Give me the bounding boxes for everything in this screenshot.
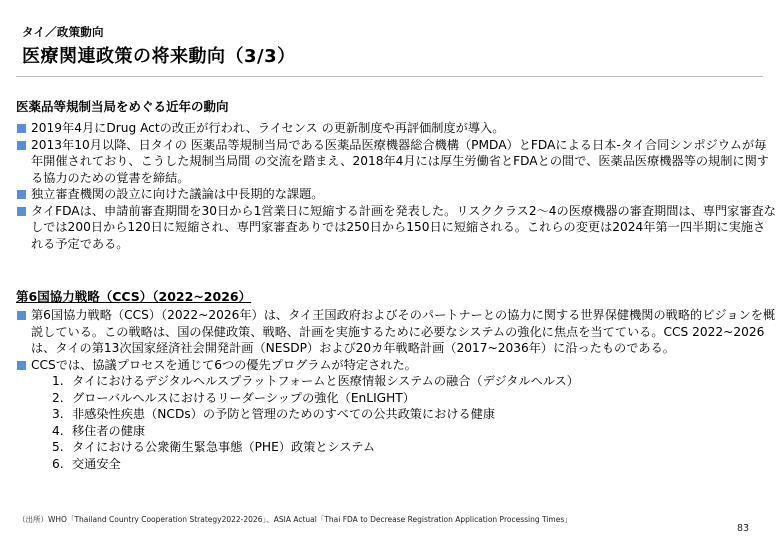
- program-text: 交通安全: [72, 456, 121, 471]
- bullet-text: タイFDAは、申請前審査期間を30日から1営業日に短縮する計画を発表した。リスククラス2～4の医療機器の審査期間は、専門家審査なしでは200日から120日に短縮され、専門家審査ありでは250日から150日に短縮される。これらの変更は2024年第一四半期に実施される予定である。: [31, 203, 776, 251]
- priority-program-list: [16, 373, 776, 472]
- program-item: [16, 373, 776, 390]
- program-item: [16, 456, 776, 473]
- bullet-text: 2019年4月にDrug Actの改正が行われ、ライセンス の更新制度や再評価制度が導入。: [31, 121, 505, 135]
- program-number: 3.: [52, 407, 64, 421]
- section-heading-ccs: 第6国協力戦略（CCS）（2022~2026）: [16, 289, 252, 304]
- list-item: [16, 203, 776, 253]
- program-text: 移住者の健康: [72, 423, 146, 438]
- program-text: タイにおけるデジタルヘルスプラットフォームと医療情報システムの融合（デジタルヘルス）: [72, 374, 579, 388]
- square-bullet-icon: [17, 311, 26, 320]
- bullet-text: CCSでは、協議プロセスを通じて6つの優先プログラムが特定された。: [31, 357, 417, 372]
- breadcrumb: タイ／政策動向: [22, 25, 104, 39]
- source-footnote: （出所）WHO「Thailand Country Cooperation Strategy2022-2026」、ASIA Actual「Thai FDA to Decrease Registration Application Processing Times」: [18, 515, 572, 524]
- bullet-text: 2013年10月以降、日タイの 医薬品等規制当局である医薬品医療機器総合機構（PMDA）とFDAによる日本-タイ合同シンポジウムが毎年開催されており、こうした規制当局間 の交流を踏まえ、2018年4月には厚生労働省とFDAとの間で、医薬品医療機器等の規制に関する協力のための覚書を締結。: [31, 137, 769, 185]
- page-number: 83: [737, 523, 750, 534]
- bullet-text: 独立審査機関の設立に向けた議論は中長期的な課題。: [31, 187, 324, 201]
- program-number: 5.: [52, 440, 64, 454]
- program-number: 6.: [52, 456, 64, 471]
- regulatory-bullet-list: [16, 120, 776, 252]
- program-item: [16, 406, 776, 423]
- square-bullet-icon: [17, 190, 26, 199]
- program-number: 4.: [52, 423, 64, 438]
- list-item: [16, 357, 776, 374]
- program-item: [16, 390, 776, 407]
- page-title: 医療関連政策の将来動向（3/3）: [22, 46, 296, 67]
- section-heading-regulatory: 医薬品等規制当局をめぐる近年の動向: [16, 99, 229, 114]
- title-divider: [16, 76, 763, 77]
- bullet-text: 第6国協力戦略（CCS）（2022~2026年）は、タイ王国政府およびそのパートナーとの協力に関する世界保健機関の戦略的ビジョンを概説している。この戦略は、国の保健政策、戦略、計画を実施するために必要なシステムの強化に焦点を当てている。CCS 2022~2026は、タイの第13次国家経済社会開発計画（NESDP）および20カ年戦略計画（2017~2036年）に沿ったものである。: [31, 308, 776, 355]
- ccs-bullet-list: [16, 307, 776, 472]
- square-bullet-icon: [17, 207, 26, 216]
- program-text: 非感染性疾患（NCDs）の予防と管理のためのすべての公共政策における健康: [72, 407, 496, 421]
- program-item: [16, 439, 776, 456]
- list-item: [16, 186, 776, 203]
- program-number: 1.: [52, 374, 64, 388]
- program-number: 2.: [52, 390, 64, 405]
- square-bullet-icon: [17, 141, 26, 150]
- square-bullet-icon: [17, 124, 26, 133]
- program-text: グローバルヘルスにおけるリーダーシップの強化（EnLIGHT）: [72, 390, 415, 405]
- program-text: タイにおける公衆衛生緊急事態（PHE）政策とシステム: [72, 440, 376, 454]
- list-item: [16, 307, 776, 357]
- list-item: [16, 137, 776, 187]
- list-item: [16, 120, 776, 137]
- square-bullet-icon: [17, 361, 26, 370]
- program-item: [16, 423, 776, 440]
